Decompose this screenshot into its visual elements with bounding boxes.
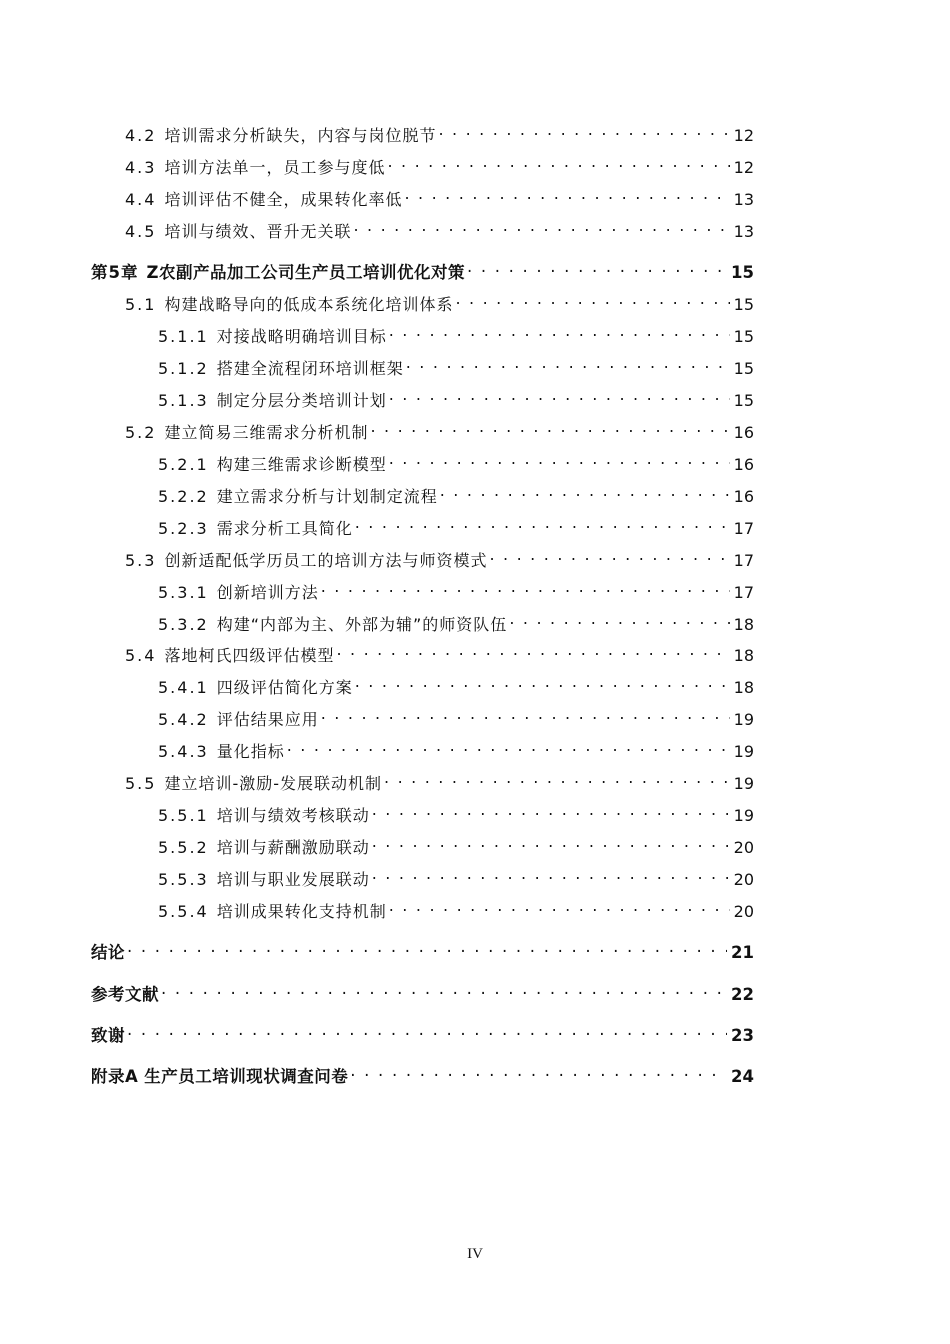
toc-entry[interactable] xyxy=(158,480,754,508)
toc-entry-page: 15 xyxy=(733,359,754,378)
toc-dot-leader xyxy=(355,512,730,534)
toc-entry-page: 20 xyxy=(733,902,754,921)
toc-entry-page: 13 xyxy=(733,190,754,209)
toc-entry-number: 5.1 xyxy=(125,295,157,314)
toc-entry-number: 附录A xyxy=(91,1067,139,1086)
toc-entry-page: 13 xyxy=(733,222,754,241)
toc-entry-page: 18 xyxy=(733,678,754,697)
toc-entry[interactable] xyxy=(158,512,754,540)
toc-entry[interactable] xyxy=(158,703,754,731)
toc-entry-title: 构建三维需求诊断模型 xyxy=(216,455,387,474)
toc-entry-page: 17 xyxy=(733,519,754,538)
toc-entry-page: 16 xyxy=(733,423,754,442)
toc-entry-number: 5.5.1 xyxy=(158,806,209,825)
toc-entry-title: 致谢 xyxy=(91,1026,125,1045)
toc-dot-leader xyxy=(350,1060,727,1082)
toc-dot-leader xyxy=(161,978,727,1000)
toc-entry-title: 培训成果转化支持机制 xyxy=(216,902,387,921)
toc-dot-leader xyxy=(509,608,729,630)
toc-entry[interactable] xyxy=(125,544,754,572)
toc-dot-leader xyxy=(406,352,730,374)
toc-entry-title: Z农副产品加工公司生产员工培训优化对策 xyxy=(146,263,465,282)
toc-entry-number: 5.4.2 xyxy=(158,710,209,729)
toc-entry-chapter[interactable] xyxy=(91,1060,754,1088)
toc-entry[interactable] xyxy=(158,735,754,763)
toc-entry-number: 4.4 xyxy=(125,190,157,209)
toc-entry-page: 19 xyxy=(733,774,754,793)
toc-entry-title: 结论 xyxy=(91,943,125,962)
toc-entry-chapter[interactable] xyxy=(91,978,754,1006)
toc-entry-title: 建立需求分析与计划制定流程 xyxy=(216,487,438,506)
toc-entry-title: 评估结果应用 xyxy=(216,710,319,729)
toc-entry-title: 构建“内部为主、外部为辅”的师资队伍 xyxy=(216,615,508,634)
toc-dot-leader xyxy=(321,576,730,598)
toc-dot-leader xyxy=(404,183,729,205)
toc-entry-number: 5.5.4 xyxy=(158,902,209,921)
toc-dot-leader xyxy=(287,735,730,757)
toc-entry[interactable] xyxy=(125,151,754,179)
toc-entry-page: 19 xyxy=(733,742,754,761)
toc-dot-leader xyxy=(389,320,730,342)
page-number: IV xyxy=(467,1246,483,1262)
toc-dot-leader xyxy=(389,384,730,406)
toc-entry-number: 4.2 xyxy=(125,126,157,145)
toc-entry-page: 17 xyxy=(733,551,754,570)
toc-entry-number: 5.5 xyxy=(125,774,157,793)
toc-entry[interactable] xyxy=(158,671,754,699)
toc-entry-number: 5.2.3 xyxy=(158,519,209,538)
toc-entry-title: 制定分层分类培训计划 xyxy=(216,391,387,410)
toc-entry-title: 建立培训-激励-发展联动机制 xyxy=(164,774,383,793)
toc-entry-number: 5.2.1 xyxy=(158,455,209,474)
toc-entry[interactable] xyxy=(158,384,754,412)
toc-entry[interactable] xyxy=(158,799,754,827)
toc-dot-leader xyxy=(489,544,729,566)
toc-entry-page: 23 xyxy=(731,1026,754,1045)
toc-entry-number: 5.5.2 xyxy=(158,838,209,857)
toc-dot-leader xyxy=(372,799,730,821)
toc-entry[interactable] xyxy=(125,215,754,243)
toc-entry-title: 培训方法单一，员工参与度低 xyxy=(164,158,386,177)
toc-entry-chapter[interactable] xyxy=(91,256,754,284)
toc-entry-page: 21 xyxy=(731,943,754,962)
toc-entry-page: 19 xyxy=(733,710,754,729)
toc-entry-number: 5.2.2 xyxy=(158,487,209,506)
toc-entry[interactable] xyxy=(158,352,754,380)
toc-entry[interactable] xyxy=(158,895,754,923)
toc-entry-number: 5.1.2 xyxy=(158,359,209,378)
toc-entry-number: 5.1.1 xyxy=(158,327,209,346)
toc-entry[interactable] xyxy=(158,576,754,604)
toc-entry-page: 20 xyxy=(733,838,754,857)
toc-entry-page: 22 xyxy=(731,985,754,1004)
toc-entry-number: 4.5 xyxy=(125,222,157,241)
toc-entry-page: 17 xyxy=(733,583,754,602)
toc-entry-title: 培训评估不健全，成果转化率低 xyxy=(164,190,403,209)
toc-dot-leader xyxy=(389,895,730,917)
toc-entry[interactable] xyxy=(125,767,754,795)
toc-entry-title: 培训与绩效考核联动 xyxy=(216,806,370,825)
toc-entry-page: 20 xyxy=(733,870,754,889)
toc-entry-title: 生产员工培训现状调查问卷 xyxy=(144,1067,349,1086)
toc-entry[interactable] xyxy=(158,863,754,891)
toc-entry-number: 5.4.3 xyxy=(158,742,209,761)
toc-entry-number: 5.3 xyxy=(125,551,157,570)
toc-dot-leader xyxy=(455,288,729,310)
toc-entry-title: 建立简易三维需求分析机制 xyxy=(164,423,369,442)
toc-dot-leader xyxy=(467,256,727,278)
toc-entry-title: 构建战略导向的低成本系统化培训体系 xyxy=(164,295,454,314)
toc-dot-leader xyxy=(370,416,729,438)
toc-entry-page: 15 xyxy=(731,263,754,282)
toc-entry-title: 量化指标 xyxy=(216,742,285,761)
toc-dot-leader xyxy=(353,215,729,237)
toc-entry-title: 四级评估简化方案 xyxy=(216,678,353,697)
toc-entry-title: 搭建全流程闭环培训框架 xyxy=(216,359,404,378)
toc-dot-leader xyxy=(387,151,729,173)
toc-entry[interactable] xyxy=(125,119,754,147)
toc-entry-title: 培训与职业发展联动 xyxy=(216,870,370,889)
toc-entry[interactable] xyxy=(125,183,754,211)
toc-entry-number: 5.4 xyxy=(125,646,157,665)
toc-entry-title: 创新培训方法 xyxy=(216,583,319,602)
toc-entry[interactable] xyxy=(158,320,754,348)
toc-dot-leader xyxy=(355,671,730,693)
toc-dot-leader xyxy=(372,831,730,853)
toc-entry-title: 培训与薪酬激励联动 xyxy=(216,838,370,857)
toc-entry-title: 培训需求分析缺失，内容与岗位脱节 xyxy=(164,126,437,145)
toc-entry-page: 16 xyxy=(733,487,754,506)
toc-entry-number: 4.3 xyxy=(125,158,157,177)
toc-entry[interactable] xyxy=(158,448,754,476)
toc-entry-chapter[interactable] xyxy=(91,1019,754,1047)
toc-entry[interactable] xyxy=(125,288,754,316)
toc-dot-leader xyxy=(127,936,727,958)
toc-entry-number: 5.3.2 xyxy=(158,615,209,634)
toc-entry-page: 12 xyxy=(733,158,754,177)
toc-entry-title: 参考文献 xyxy=(91,985,159,1004)
toc-entry-number: 5.3.1 xyxy=(158,583,209,602)
toc-entry-title: 落地柯氏四级评估模型 xyxy=(164,646,335,665)
toc-entry-page: 18 xyxy=(733,646,754,665)
toc-dot-leader xyxy=(440,480,730,502)
toc-entry-number: 5.2 xyxy=(125,423,157,442)
toc-entry-title: 需求分析工具简化 xyxy=(216,519,353,538)
toc-dot-leader xyxy=(384,767,730,789)
toc-entry-page: 16 xyxy=(733,455,754,474)
toc-entry[interactable] xyxy=(158,831,754,859)
toc-entry[interactable] xyxy=(158,608,754,636)
toc-entry-title: 对接战略明确培训目标 xyxy=(216,327,387,346)
toc-entry-number: 5.4.1 xyxy=(158,678,209,697)
toc-dot-leader xyxy=(389,448,730,470)
toc-entry-page: 19 xyxy=(733,806,754,825)
toc-entry-page: 24 xyxy=(731,1067,754,1086)
toc-entry-page: 18 xyxy=(733,615,754,634)
toc-entry-title: 创新适配低学历员工的培训方法与师资模式 xyxy=(164,551,488,570)
toc-entry-chapter[interactable] xyxy=(91,936,754,964)
toc-entry-number: 5.5.3 xyxy=(158,870,209,889)
toc-dot-leader xyxy=(336,639,729,661)
toc-entry-title: 培训与绩效、晋升无关联 xyxy=(164,222,352,241)
toc-entry-page: 15 xyxy=(733,295,754,314)
toc-entry[interactable] xyxy=(125,416,754,444)
toc-entry-number: 5.1.3 xyxy=(158,391,209,410)
toc-entry-page: 15 xyxy=(733,391,754,410)
toc-entry[interactable] xyxy=(125,639,754,667)
toc-dot-leader xyxy=(321,703,730,725)
toc-entry-page: 15 xyxy=(733,327,754,346)
toc-entry-page: 12 xyxy=(733,126,754,145)
toc-entry-number: 第5章 xyxy=(91,263,139,282)
toc-dot-leader xyxy=(372,863,730,885)
toc-dot-leader xyxy=(438,119,729,141)
toc-dot-leader xyxy=(127,1019,727,1041)
